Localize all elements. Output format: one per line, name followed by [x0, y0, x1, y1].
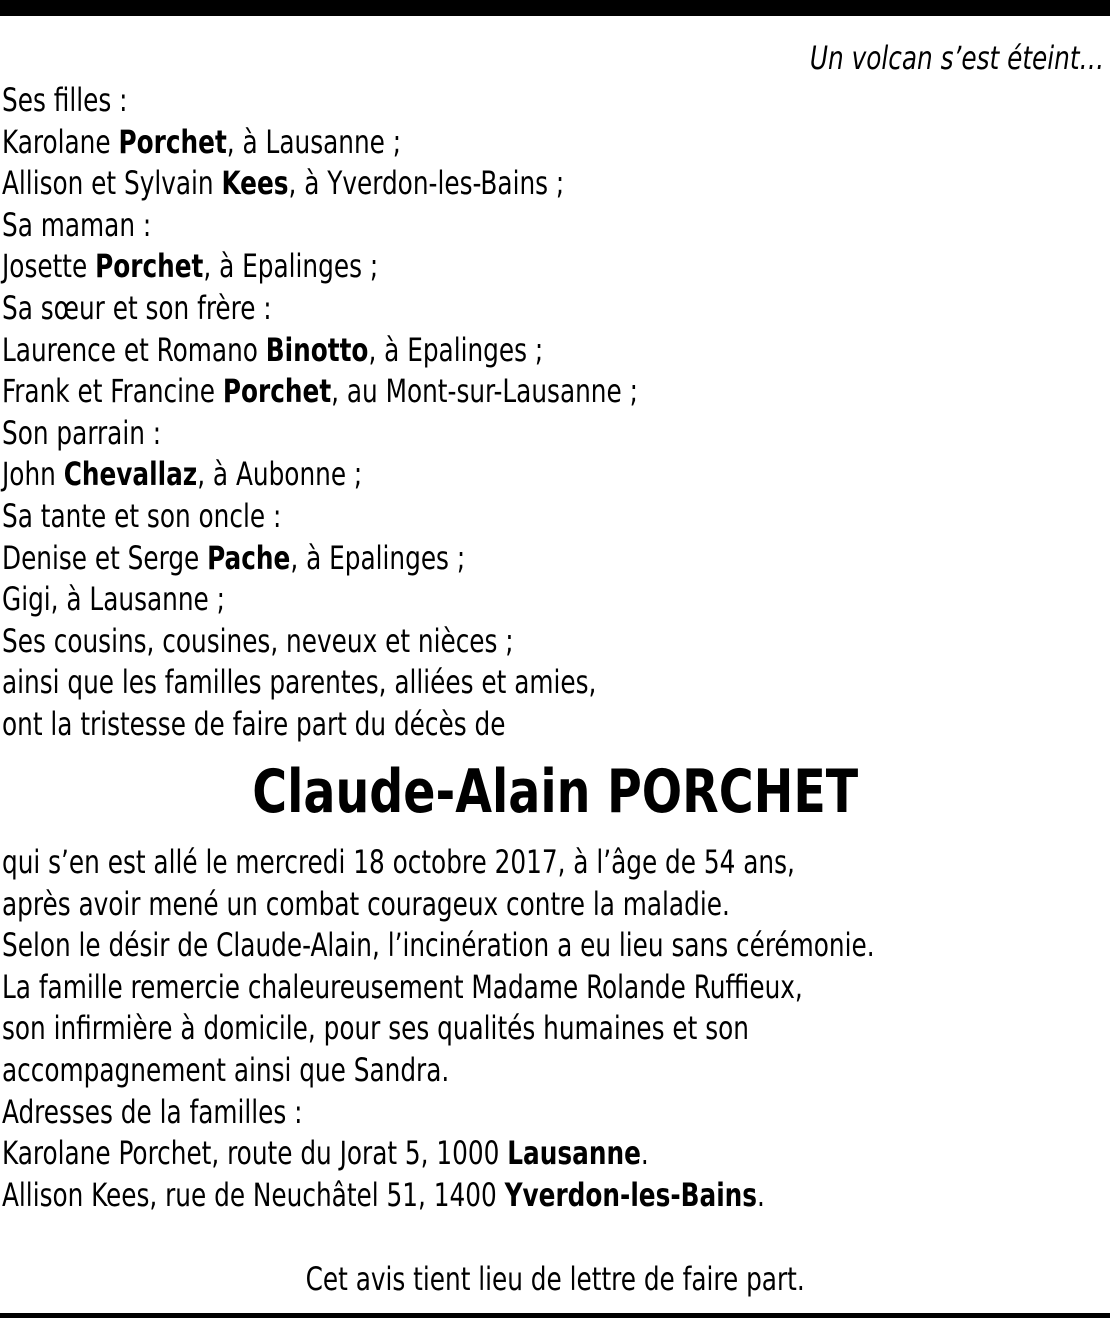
line-text: , au Mont-sur-Lausanne ;	[331, 372, 638, 411]
line-text: Son parrain :	[2, 413, 162, 452]
family-line	[2, 496, 638, 538]
line-text: Ses cousins, cousines, neveux et nièces ;	[2, 621, 514, 660]
line-text: Frank et Francine	[2, 372, 223, 411]
deceased-name-text: Claude-Alain PORCHET	[252, 757, 858, 827]
text-line	[2, 1092, 875, 1134]
text-line	[2, 967, 875, 1009]
line-text: La famille remercie chaleureusement Madame Rolande Ruffieux,	[2, 967, 803, 1006]
family-line	[2, 80, 638, 122]
family-line	[2, 246, 638, 288]
line-text: qui s’en est allé le mercredi 18 octobre 2017, à l’âge de 54 ans,	[2, 843, 795, 881]
line-text: Adresses de la familles :	[2, 1092, 303, 1131]
epigraph: Un volcan s’est éteint…	[809, 39, 1104, 77]
family-line	[2, 163, 638, 205]
line-text: accompagnement ainsi que Sandra.	[2, 1050, 450, 1089]
line-text: Karolane	[2, 122, 119, 161]
line-text: , à Lausanne ;	[226, 122, 402, 161]
announcement-text	[2, 842, 875, 1216]
line-text: Allison et Sylvain	[2, 164, 222, 203]
line-text: Karolane Porchet, route du Jorat 5, 1000	[2, 1134, 508, 1173]
bottom-rule	[0, 1313, 1110, 1318]
line-text: Sa tante et son oncle :	[2, 496, 282, 535]
text-line	[2, 925, 875, 967]
family-line	[2, 371, 638, 413]
family-list	[2, 80, 638, 746]
line-text: son infirmière à domicile, pour ses qualités humaines et son	[2, 1009, 749, 1048]
line-text: .	[640, 1134, 649, 1173]
text-line	[2, 1050, 875, 1092]
surname: Chevallaz	[63, 455, 198, 494]
surname: Kees	[221, 164, 289, 203]
surname: Binotto	[265, 330, 369, 369]
surname: Pache	[207, 538, 291, 577]
line-text: Sa sœur et son frère :	[2, 288, 272, 327]
line-text: , à Aubonne ;	[197, 455, 363, 494]
line-text: Ses filles :	[2, 81, 128, 119]
family-line	[2, 413, 638, 455]
line-text: ont la tristesse de faire part du décès de	[2, 704, 506, 743]
line-text: Josette	[2, 247, 96, 286]
line-text: Laurence et Romano	[2, 330, 266, 369]
family-line	[2, 704, 638, 746]
family-line	[2, 454, 638, 496]
line-text: John	[2, 455, 64, 494]
family-line	[2, 621, 638, 663]
surname: Lausanne	[507, 1134, 641, 1173]
family-line	[2, 662, 638, 704]
family-line	[2, 288, 638, 330]
footer-note	[0, 1258, 1110, 1300]
text-line	[2, 1008, 875, 1050]
line-text: , à Yverdon-les-Bains ;	[288, 164, 565, 203]
text-line	[2, 1175, 875, 1217]
text-line	[2, 842, 875, 884]
line-text: , à Epalinges ;	[290, 538, 466, 577]
surname: Porchet	[95, 247, 204, 286]
family-line	[2, 330, 638, 372]
line-text: Selon le désir de Claude-Alain, l’incinération a eu lieu sans cérémonie.	[2, 926, 875, 965]
text-line	[2, 1133, 875, 1175]
family-line	[2, 205, 638, 247]
surname: Porchet	[222, 372, 332, 411]
family-line	[2, 579, 638, 621]
surname: Porchet	[118, 122, 227, 161]
line-text: , à Epalinges ;	[368, 330, 544, 369]
line-text: Gigi, à Lausanne ;	[2, 580, 225, 619]
line-text: ainsi que les familles parentes, alliées et amies,	[2, 663, 597, 702]
deceased-name	[0, 752, 1110, 832]
family-line	[2, 122, 638, 164]
family-line	[2, 538, 638, 580]
text-line	[2, 884, 875, 926]
line-text: après avoir mené un combat courageux contre la maladie.	[2, 884, 730, 923]
line-text: Denise et Serge	[2, 538, 208, 577]
surname: Yverdon-les-Bains	[504, 1175, 758, 1214]
line-text: Sa maman :	[2, 205, 152, 244]
top-rule	[0, 0, 1110, 16]
footer-note-text: Cet avis tient lieu de lettre de faire part.	[305, 1260, 805, 1298]
line-text: , à Epalinges ;	[203, 247, 379, 286]
line-text: Allison Kees, rue de Neuchâtel 51, 1400	[2, 1175, 505, 1214]
line-text: .	[757, 1175, 765, 1214]
